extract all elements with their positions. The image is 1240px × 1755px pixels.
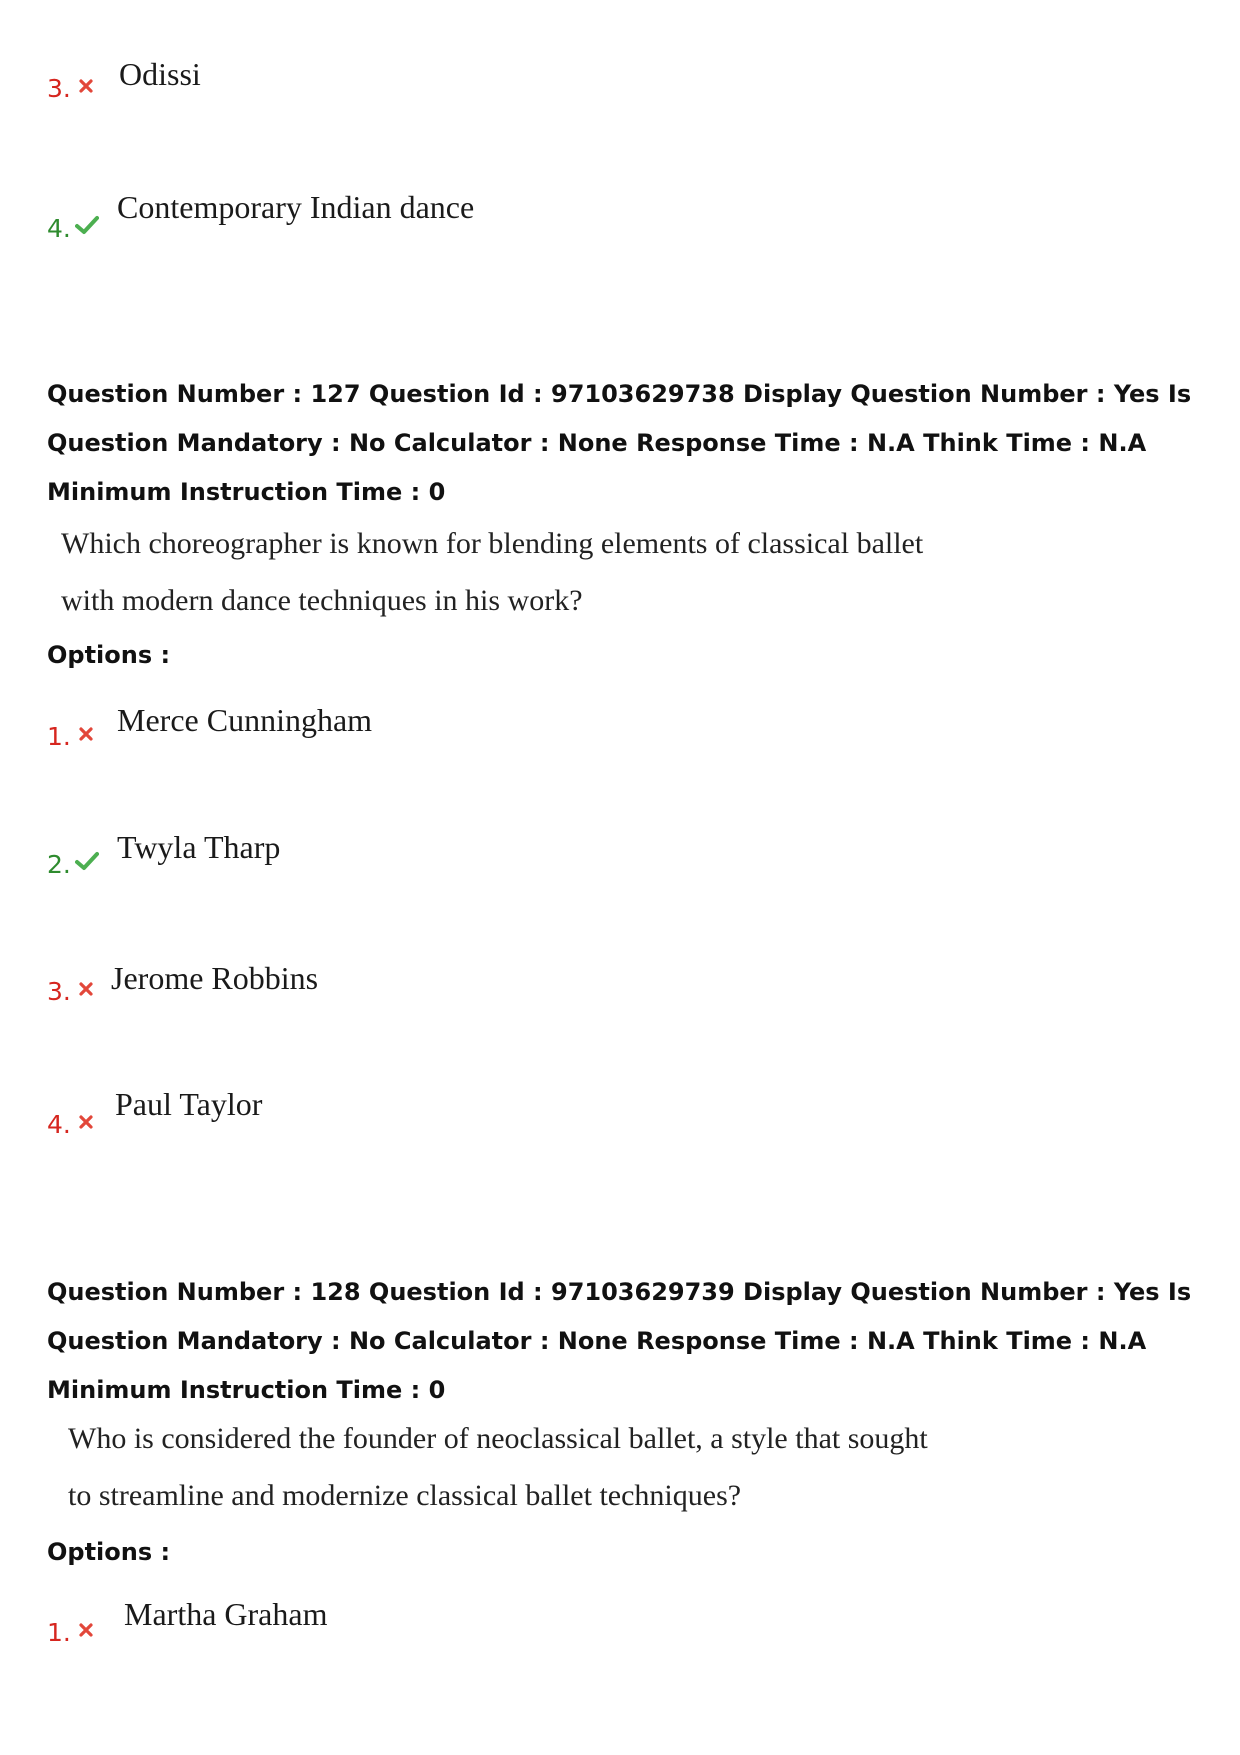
cross-icon [78,78,94,94]
option-number: 1. [47,1618,71,1647]
option-number: 2. [47,850,71,879]
question-meta: Question Number : 127 Question Id : 97103629738 Display Question Number : Yes Is Question Mandatory : No Calculator : None Response Time : N.A Think Time : N.A Minimum Instruction Time : 0 [47,380,1192,506]
option-text: Odissi [119,56,201,92]
options-label: Options : [47,641,171,669]
question-stem-line: Who is considered the founder of neoclassical ballet, a style that sought [68,1422,928,1455]
option-text: Paul Taylor [115,1086,263,1122]
cross-icon [78,981,94,997]
options-label: Options : [47,1538,171,1566]
option-number: 4. [47,214,71,243]
check-icon [75,215,99,235]
option-text: Contemporary Indian dance [117,189,475,225]
option-number: 4. [47,1110,71,1139]
question-meta: Question Number : 128 Question Id : 97103629739 Display Question Number : Yes Is Question Mandatory : No Calculator : None Response Time : N.A Think Time : N.A Minimum Instruction Time : 0 [47,1278,1192,1404]
option-text: Martha Graham [124,1596,328,1632]
option-number: 3. [47,977,71,1006]
cross-icon [78,1622,94,1638]
question-stem-line: Which choreographer is known for blending elements of classical ballet [61,527,924,560]
question-stem-line: to streamline and modernize classical ballet techniques? [68,1479,742,1512]
question-stem-line: with modern dance techniques in his work? [61,584,583,617]
option-number: 1. [47,722,71,751]
option-text: Twyla Tharp [117,829,281,865]
option-text: Merce Cunningham [117,702,373,738]
option-text: Jerome Robbins [111,960,319,996]
cross-icon [78,726,94,742]
option-number: 3. [47,74,71,103]
cross-icon [78,1114,94,1130]
check-icon [75,851,99,871]
